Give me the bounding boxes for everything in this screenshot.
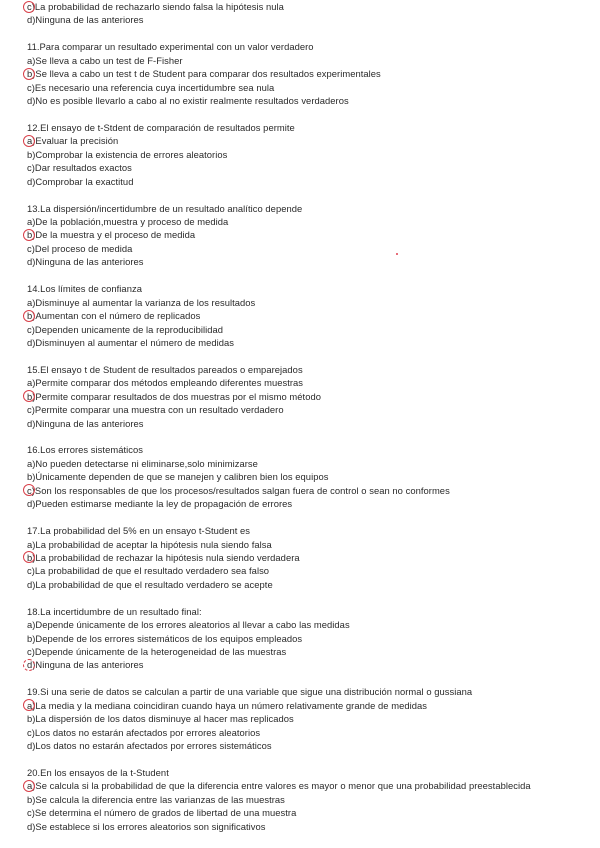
selected-answer-circle (23, 1, 35, 13)
answer-option: a)No pueden detectarse ni eliminarse,solo minimizarse (27, 457, 258, 469)
question-text: 19.Si una serie de datos se calculan a partir de una variable que sigue una distribución normal o gussiana (27, 686, 473, 698)
answer-option: d)Los datos no estarán afectados por errores sistemáticos (27, 740, 272, 752)
answer-option: a)Disminuye al aumentar la varianza de los resultados (27, 296, 256, 308)
answer-option: b)De la muestra y el proceso de medida (27, 228, 592, 241)
answer-option: a)Permite comparar dos métodos empleando diferentes muestras (27, 377, 304, 389)
answer-option: b)Se lleva a cabo un test t de Student para comparar dos resultados experimentales (27, 67, 592, 80)
blank-line (27, 108, 592, 121)
selected-answer-circle (23, 659, 35, 671)
blank-line (27, 27, 592, 40)
blank-line (27, 188, 592, 201)
blank-line (27, 591, 592, 604)
answer-option: c)Dependen unicamente de la reproducibilidad (27, 323, 224, 335)
answer-option: b)Aumentan con el número de replicados (27, 309, 592, 322)
selected-answer-circle (23, 780, 35, 792)
answer-option: c)Se determina el número de grados de libertad de una muestra (27, 807, 297, 819)
selected-answer-circle (23, 390, 35, 402)
answer-option: b)Permite comparar resultados de dos muestras por el mismo método (27, 390, 592, 403)
answer-option: d)Ninguna de las anteriores (27, 417, 144, 429)
answer-option: c)Depende únicamente de la heterogeneidad de las muestras (27, 646, 287, 657)
question-text: 11.Para comparar un resultado experimental con un valor verdadero (27, 41, 314, 53)
answer-option: d)Ninguna de las anteriores (27, 658, 592, 671)
answer-option: a)De la población,muestra y proceso de medida (27, 216, 229, 227)
answer-option: a)Depende únicamente de los errores aleatorios al llevar a cabo las medidas (27, 619, 350, 631)
answer-option: b)La dispersión de los datos disminuye al hacer mas replicados (27, 713, 294, 725)
blank-line (27, 672, 592, 685)
answer-option: d)La probabilidad de que el resultado verdadero se acepte (27, 578, 273, 590)
answer-option: d)No es posible llevarlo a cabo al no existir realmente resultados verdaderos (27, 95, 349, 107)
question-text: 17.La probabilidad del 5% en un ensayo t-Student es (27, 525, 251, 537)
answer-option: a)Se calcula si la probabilidad de que la diferencia entre valores es mayor o menor que una probabilidad preestablecida (27, 779, 592, 792)
answer-option: c)La probabilidad de rechazarlo siendo falsa la hipótesis nula (27, 0, 592, 13)
answer-option: c)Dar resultados exactos (27, 162, 132, 174)
selected-answer-circle (23, 484, 35, 496)
answer-option: d)Se establece si los errores aleatorios son significativos (27, 820, 266, 832)
answer-option: d)Pueden estimarse mediante la ley de propagación de errores (27, 498, 293, 510)
stray-ink-dot (396, 253, 398, 255)
answer-option: a)Evaluar la precisión (27, 134, 592, 147)
answer-option: c)Son los responsables de que los procesos/resultados salgan fuera de control o sean no conformes (27, 484, 592, 497)
blank-line (27, 349, 592, 362)
question-text: 15.El ensayo t de Student de resultados pareados o emparejados (27, 363, 303, 375)
answer-option: c)Del proceso de medida (27, 242, 133, 254)
answer-option: b)Comprobar la existencia de errores aleatorios (27, 148, 228, 160)
answer-option: b)Se calcula la diferencia entre las varianzas de las muestras (27, 793, 285, 805)
question-text: 12.El ensayo de t-Stdent de comparación de resultados permite (27, 121, 295, 133)
selected-answer-circle (23, 68, 35, 80)
question-text: 13.La dispersión/incertidumbre de un resultado analítico depende (27, 202, 303, 214)
blank-line (27, 269, 592, 282)
selected-answer-circle (23, 229, 35, 241)
answer-option: c)Los datos no estarán afectados por errores aleatorios (27, 726, 261, 738)
answer-option: c)La probabilidad de que el resultado verdadero sea falso (27, 565, 270, 577)
answer-option: a)La media y la mediana coincidiran cuando haya un número relativamente grande de medidas (27, 699, 592, 712)
blank-line (27, 511, 592, 524)
answer-option: b)La probabilidad de rechazar la hipótesis nula siendo verdadera (27, 551, 592, 564)
selected-answer-circle (23, 310, 35, 322)
selected-answer-circle (23, 135, 35, 147)
blank-line (27, 753, 592, 766)
question-text: 18.La incertidumbre de un resultado final: (27, 605, 202, 617)
answer-option: d)Comprobar la exactitud (27, 175, 134, 187)
answer-option: d)Disminuyen al aumentar el número de medidas (27, 336, 235, 348)
answer-option: b)Depende de los errores sistemáticos de los equipos empleados (27, 632, 303, 644)
selected-answer-circle (23, 551, 35, 563)
question-text: 14.Los límites de confianza (27, 283, 142, 295)
answer-option: a)La probabilidad de aceptar la hipótesis nula siendo falsa (27, 538, 272, 550)
answer-option: a)Se lleva a cabo un test de F-Fisher (27, 54, 183, 66)
answer-option: b)Únicamente dependen de que se manejen y calibren bien los equipos (27, 471, 329, 483)
question-text: 20.En los ensayos de la t-Student (27, 766, 169, 778)
quiz-document (27, 0, 592, 833)
answer-option: d)Ninguna de las anteriores (27, 14, 144, 26)
answer-option: c)Es necesario una referencia cuya incertidumbre sea nula (27, 81, 275, 93)
blank-line (27, 430, 592, 443)
selected-answer-circle (23, 699, 35, 711)
answer-option: d)Ninguna de las anteriores (27, 256, 144, 268)
question-text: 16.Los errores sistemáticos (27, 444, 143, 456)
answer-option: c)Permite comparar una muestra con un resultado verdadero (27, 404, 284, 416)
